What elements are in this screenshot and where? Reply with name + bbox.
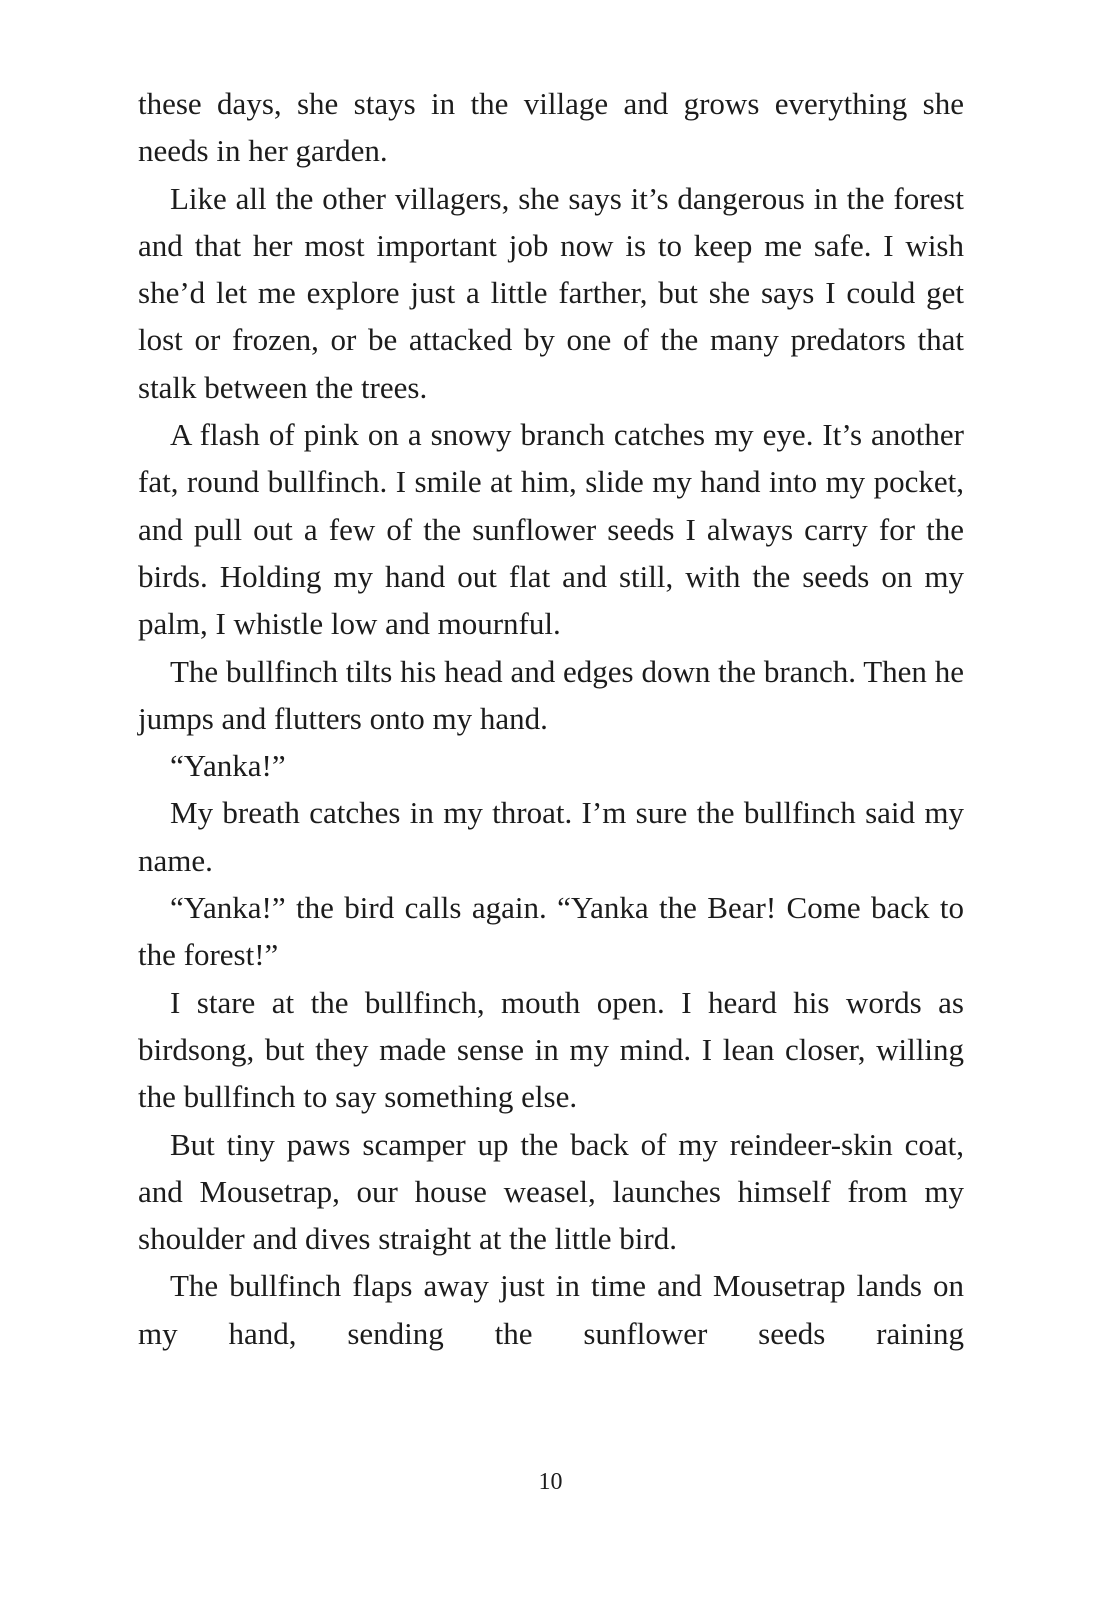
paragraph: “Yanka!” [170,748,286,784]
paragraph: My breath catches in my throat. I’m sure the bullfinch said my name. [138,795,964,878]
paragraph: A flash of pink on a snowy branch catches my eye. It’s another fat, round bullfinch. I smile at him, slide my hand into my pocket, and pull out a few of the sunflower seeds I always carry for the birds. Holding my hand out flat and still, with the seeds on my palm, I whistle low and mournful. [138,417,964,642]
body-text [138,80,964,1357]
paragraph: Like all the other villagers, she says it’s dangerous in the forest and that her most important job now is to keep me safe. I wish she’d let me explore just a little farther, but she says I could get lost or frozen, or be attacked by one of the many predators that stalk between the trees. [138,180,964,405]
page-number: 10 [538,1469,563,1495]
paragraph: these days, she stays in the village and grows everything she needs in her garden. [138,86,964,169]
paragraph: The bullfinch flaps away just in time and Mousetrap lands on my hand, sending the sunflower seeds raining [138,1268,964,1351]
paragraph: The bullfinch tilts his head and edges down the branch. Then he jumps and flutters onto my hand. [138,653,964,736]
paragraph: I stare at the bullfinch, mouth open. I heard his words as birdsong, but they made sense in my mind. I lean closer, willing the bullfinch to say something else. [138,984,964,1115]
paragraph: But tiny paws scamper up the back of my reindeer-skin coat, and Mousetrap, our house weasel, launches himself from my shoulder and dives straight at the little bird. [138,1126,964,1257]
paragraph: “Yanka!” the bird calls again. “Yanka the Bear! Come back to the forest!” [138,890,964,973]
